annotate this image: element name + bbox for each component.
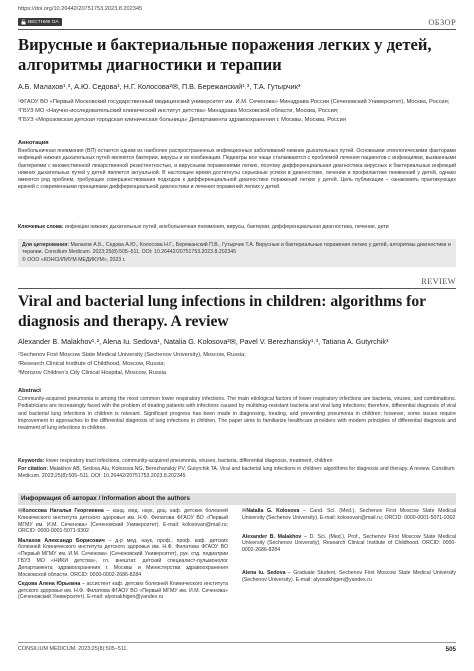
authors-info-heading: Информация об авторах / Information about the authors	[18, 493, 456, 505]
authors-info-en	[242, 508, 456, 584]
keywords-text-en: lower respiratory tract infections, community-acquired pneumonia, viruses, bacteria, differential diagnosis, treatment, children	[45, 458, 333, 464]
copyright: © ООО «КОНСИЛИУМ МЕДИКУМ», 2023 г.	[22, 256, 126, 263]
affiliations-en	[18, 351, 456, 379]
author-info-text: – д-р мед. наук, проф., проф. каф. детских болезней Клинического института детского здоровья им. Н.Ф. Филатова ФГАОУ ВО «Первый МГМУ им. И.М. Сеченова» (Сеченовский Университет), рук. отд. педиатрии ГБУЗ МО «НИКИ детства», гл. внештат. детский специалист-пульмонолог Департамента здравоохранения г. Москвы и Министерства здравоохранения Московской области. ORCID: 0000-0002-2686-8284	[18, 537, 228, 578]
section-tag-en: REVIEW	[421, 276, 456, 286]
author-info-text: – D. Sci. (Med.), Prof., Sechenov First Moscow State Medical University (Sechenov University), Research Clinical Institute of Childhood. ORCID: 0000-0002-2686-8284	[242, 533, 456, 554]
author-info-text: – Cand. Sci. (Med.), Sechenov First Moscow State Medical University (Sechenov University). E-mail: kolosovan@mail.ru; ORCID: 0000-0001-5071-9302	[242, 508, 456, 521]
author-info-item	[18, 508, 228, 535]
affiliation-item: ¹Sechenov First Moscow State Medical University (Sechenov University), Moscow, Russia;	[18, 352, 246, 358]
author-info-name: Alena Iu. Sedova	[242, 569, 286, 576]
lock-icon	[21, 19, 26, 25]
abstract-label-ru: Аннотация	[18, 140, 49, 146]
authors-ru: А.Б. Малахов¹˒², А.Ю. Седова¹, Н.Г. Колосова²✉, П.В. Бережанский¹˒³, Т.А. Гутырчик³	[18, 82, 301, 91]
author-info-item	[242, 534, 456, 554]
affiliation-item: ²Research Clinical Institute of Childhood, Moscow, Russia;	[18, 361, 165, 368]
article-page	[18, 0, 456, 671]
open-access-badge	[18, 18, 62, 26]
article-title-ru: Вирусные и бактериальные поражения легких у детей, алгоритмы диагностики и терапии	[18, 35, 432, 74]
citation-en	[18, 466, 456, 481]
keywords-label-ru: Ключевые слова:	[18, 224, 64, 230]
open-access-label: ВЕСТНИК OA	[28, 19, 59, 25]
affiliation-item: ¹ФГАОУ ВО «Первый Московский государственный медицинский университет им. И.М. Сеченова» Минздрава России (Сеченовский Университет), Москва, Россия;	[18, 99, 450, 105]
affiliations-ru	[18, 98, 456, 126]
author-info-name: ✉Natalia G. Kolosova	[242, 508, 300, 514]
author-info-name: Седова Алена Юрьевна	[18, 580, 81, 587]
cite-text-en: Malakhov AB, Sedova AIu, Kolosova NG, Berezhanskiy PV, Gutyrchik TA. Viral and bacterial lung infections in children: algorithms for diagnosis and therapy. A review. Consilium Medicum. 2023;25(8):505–511. DOI: 10.26442/20751753.2023.8.202345	[18, 466, 455, 480]
cite-label-ru: Для цитирования:	[22, 242, 69, 248]
section-rule-en	[18, 288, 456, 289]
page-number: 505	[445, 646, 456, 653]
doi-link[interactable]: https://doi.org/10.26442/20751753.2023.8.202345	[18, 6, 143, 12]
author-info-name: Alexander B. Malakhov	[242, 533, 302, 540]
open-access-row	[18, 18, 62, 26]
abstract-en: Community-acquired pneumonia is among the most common lower respiratory infections. The main etiological factors of lower respiratory infections are bacteria, viruses, and combinations. Pediatricians are increasingly faced with the problem of treating patients with infections caused by multidrug-resistant bacteria and viral lung infections; therefore, differential diagnosis of viral and bacterial lung infections in children is relevant. Significant progress has been made in diagnosing, treating, and preventing pneumonia in children; however, some issues require improvement in approaches to the differential diagnosis of lung infections in children. The paper aims to familiarize healthcare providers with modern principles of differential diagnosis and treatment of lung infections in children.	[18, 396, 456, 432]
article-title-en: Viral and bacterial lung infections in children: algorithms for diagnosis and therapy. A review	[18, 293, 426, 330]
footer-rule	[18, 642, 456, 643]
header-rule	[18, 29, 456, 30]
author-info-name: ✉Колосова Наталья Георгиевна	[18, 508, 104, 514]
journal-reference: CONSILIUM MEDICUM. 2023;25(8):505–511.	[18, 646, 128, 652]
author-info-name: Малахов Александр Борисович	[18, 537, 105, 544]
author-info-text: – канд. мед. наук, доц. каф. детских болезней Клинического института детского здоровья им. Н.Ф. Филатова ФГАОУ ВО «Первый МГМУ им. И.М. Сеченова» (Сеченовский Университет). E-mail: kolosovan@mail.ru; ORCID: 0000-0001-5071-9302	[18, 508, 228, 535]
keywords-text-ru: инфекции нижних дыхательных путей, внебольничная пневмония, вирусы, бактерии, дифференциальная диагностика, лечение, дети	[65, 224, 389, 230]
author-info-text: – ассистент каф. детских болезней Клинического института детского здоровья им. Н.Ф. Филатова ФГАОУ ВО «Первый МГМУ им. И.М. Сеченова» (Сеченовский Университет). E-mail: alyonakhigen@yandex.ru	[18, 580, 228, 601]
section-tag-ru: ОБЗОР	[428, 17, 456, 27]
cite-label-en: For citation:	[18, 466, 48, 472]
affiliation-item: ³Morozov Children's City Clinical Hospital, Moscow, Russia	[18, 370, 167, 377]
author-info-text: – Graduate Student, Sechenov First Moscow State Medical University (Sechenov University). E-mail: alyonakhigen@yandex.ru	[242, 569, 457, 583]
citation-box-ru	[18, 239, 456, 267]
page-footer	[18, 646, 456, 652]
abstract-label-en: Abstract	[18, 388, 42, 394]
keywords-ru	[18, 224, 456, 231]
author-info-item	[242, 508, 456, 522]
author-info-item	[242, 570, 456, 584]
authors-en: Alexander B. Malakhov¹˒², Alena Iu. Sedova¹, Natalia G. Kolosova²✉, Pavel V. Berezhanskiy¹˒³, Tatiana A. Gutyrchik³	[18, 337, 389, 346]
author-info-item	[18, 581, 228, 601]
keywords-en	[18, 458, 456, 465]
cite-text-ru: Малахов А.Б., Седова А.Ю., Колосова Н.Г., Бережанский П.В., Гутырчик Т.А. Вирусные и бактериальные поражения легких у детей, алгоритмы диагностики и терапии. Consilium Medicum. 2023;25(8):505–511. DOI: 10.26442/20751753.2023.8.202345	[22, 242, 451, 256]
affiliation-item: ³ГБУЗ «Морозовская детская городская клиническая больница» Департамента здравоохранения г. Москвы, Москва, Россия	[18, 117, 346, 124]
abstract-ru: Внебольничная пневмония (ВП) остается одним из наиболее распространенных инфекционных заболеваний нижних дыхательных путей. Основными этиологическими факторами инфекций нижних дыхательных путей являются бактерии, вирусы и их комбинации. Педиатры все чаще сталкиваются с проблемой лечения пациентов с инфекциями, вызванными бактериями с множественной лекарственной резистентностью, и вирусными поражениями легких, поэтому дифференциальная диагностика вирусных и бактериальных инфекций нижних дыхательных путей у детей является актуальной. В настоящее время достигнуты серьезные успехи в диагностике, лечении и профилактике пневмоний у детей, однако имеются ряд проблем, требующих совершенствования подходов к дифференциальной диагностике поражений легких у детей. Цель публикации – ознакомить практикующих врачей с современными принципами дифференциальной диагностики и лечения поражений легких у детей.	[18, 148, 456, 191]
affiliation-item: ²ГБУЗ МО «Научно-исследовательский клинический институт детства» Минздрава Московской области, Москва, Россия;	[18, 108, 339, 115]
author-info-item	[18, 538, 228, 579]
keywords-label-en: Keywords:	[18, 458, 45, 464]
authors-info-ru	[18, 508, 228, 601]
